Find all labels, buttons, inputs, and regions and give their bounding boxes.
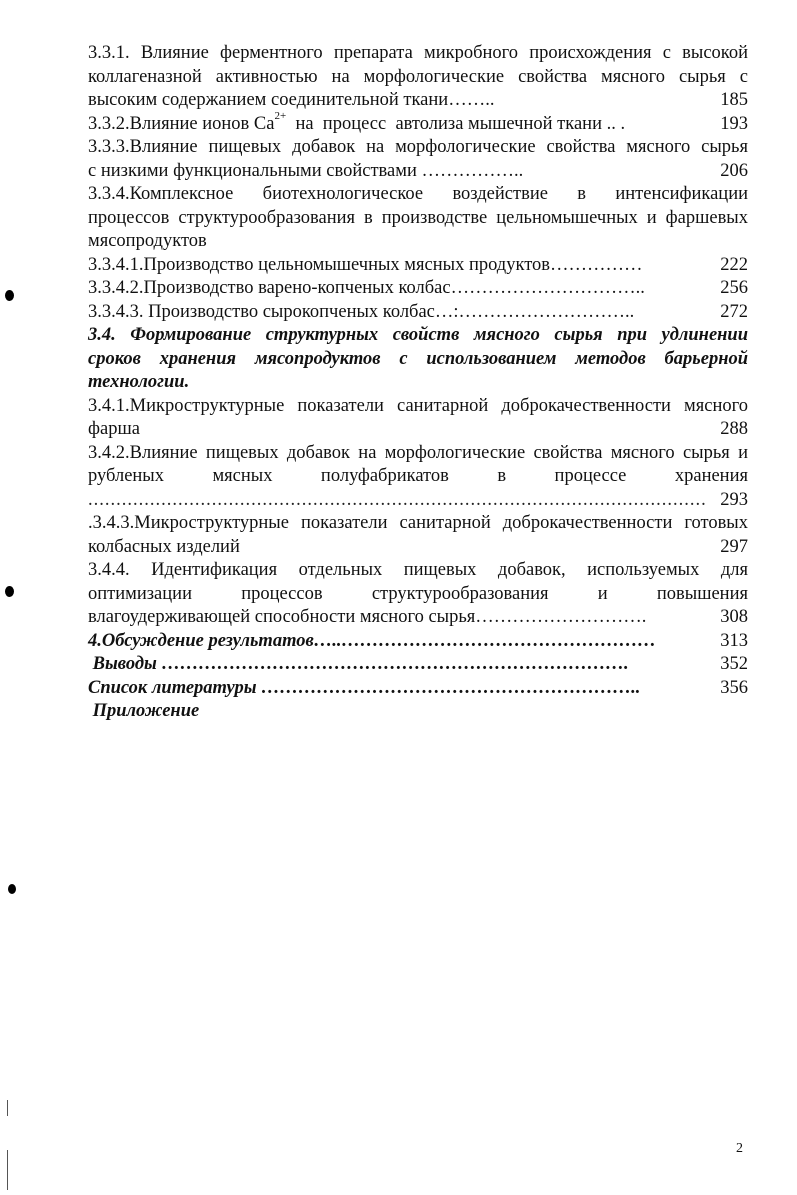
toc-entry-appendix (88, 700, 748, 724)
toc-entry-text: 3.4.4. Идентификация отдельных пищевых добавок, используемых для (88, 560, 748, 580)
toc-heading-text: 3.4. Формирование структурных свойств мясного сырья при удлинении (88, 325, 748, 345)
toc-entry-text: 3.3.4.Комплексное биотехнологическое воздействие в интенсификации (88, 184, 748, 204)
scan-margin-line (7, 1150, 8, 1190)
toc-leader-line (88, 489, 748, 513)
toc-entry-3-4-3 (88, 512, 748, 559)
toc-page-number: 297 (720, 536, 748, 557)
dot-leader (88, 489, 708, 513)
toc-entry-3-3-3 (88, 136, 748, 183)
toc-entry-text: на процесс автолиза мышечной ткани .. . (286, 113, 626, 134)
toc-entry-conclusions (88, 653, 748, 677)
toc-entry-text: 3.3.4.3. Производство сырокопченых колбас…:……………………….. (88, 301, 635, 322)
toc-page-number: 222 (720, 254, 748, 275)
toc-entry-3-3-4-2 (88, 277, 748, 301)
toc-page-number: 313 (720, 630, 748, 651)
toc-entry-text: с низкими функциональными свойствами …………….. (88, 160, 524, 181)
toc-entry-text: 3.3.2.Влияние ионов Ca (88, 113, 275, 134)
toc-entry-references (88, 677, 748, 701)
toc-entry-text: фарша (88, 419, 140, 439)
toc-page-number: 293 (720, 489, 748, 510)
toc-entry-text: колбасных изделий (88, 536, 240, 557)
toc-entry-text: 3.3.4.1.Производство цельномышечных мясных продуктов…………… (88, 254, 643, 275)
toc-entry-text: коллагеназной активностью на морфологические свойства мясного сырья с (88, 66, 748, 87)
punch-hole-mark (5, 290, 14, 301)
toc-entry-text: высоким содержанием соединительной ткани…….. (88, 90, 495, 110)
scan-margin-line (7, 1100, 8, 1116)
punch-hole-mark (8, 884, 16, 894)
superscript-charge: 2+ (274, 110, 287, 123)
toc-section-heading-3-4 (88, 324, 748, 395)
toc-entry-text: 3.3.3.Влияние пищевых добавок на морфологические свойства мясного сырья (88, 137, 748, 157)
toc-entry-text: Приложение (88, 701, 200, 721)
toc-entry-text: рубленых мясных полуфабрикатов в процессе хранения (88, 466, 748, 486)
toc-heading-text: сроков хранения мясопродуктов с использованием методов барьерной (88, 348, 748, 369)
toc-entry-3-3-1 (88, 42, 748, 113)
toc-page-number: 193 (720, 113, 748, 134)
toc-entry-text: Выводы …………………………………………………………………. (88, 654, 629, 674)
toc-entry-3-3-4-3 (88, 301, 748, 325)
toc-entry-text: мясопродуктов (88, 231, 207, 251)
toc-entry-3-4-1 (88, 395, 748, 442)
page-number: 2 (736, 1141, 743, 1156)
toc-page-number: 288 (720, 419, 748, 439)
toc-entry-text: Список литературы …………………………………………………….. (88, 677, 641, 698)
toc-entry-text: 3.4.1.Микроструктурные показатели санитарной доброкачественности мясного (88, 395, 748, 416)
toc-entry-4 (88, 630, 748, 654)
toc-page-number: 356 (720, 677, 748, 698)
toc-page-number: 256 (720, 278, 748, 298)
toc-entry-text: 3.3.4.2.Производство варено-копченых колбас………………………….. (88, 278, 645, 298)
toc-page-number: 206 (720, 160, 748, 181)
toc-entry-3-4-4 (88, 559, 748, 630)
toc-entry-text: 3.4.2.Влияние пищевых добавок на морфологические свойства мясного сырья и (88, 442, 748, 463)
toc-entry-text: влагоудерживающей способности мясного сырья………………………. (88, 607, 647, 627)
toc-page-number: 308 (720, 607, 748, 627)
toc-entry-3-3-4-1 (88, 254, 748, 278)
toc-entry-text: оптимизации процессов структурообразования и повышения (88, 583, 748, 604)
toc-entry-text: 3.3.1. Влияние ферментного препарата микробного происхождения с высокой (88, 43, 748, 63)
toc-page-number: 185 (720, 90, 748, 110)
toc-entry-text: процессов структурообразования в производстве цельномышечных и фаршевых (88, 207, 748, 228)
toc-heading-text: технологии. (88, 372, 190, 392)
toc-entry-text: 4.Обсуждение результатов…..…………………………………………… (88, 630, 656, 651)
toc-entry-text: .3.4.3.Микроструктурные показатели санитарной доброкачественности готовых (88, 513, 748, 533)
toc-page-number: 272 (720, 301, 748, 322)
punch-hole-mark (5, 586, 14, 597)
toc-entry-3-3-4 (88, 183, 748, 254)
table-of-contents (88, 42, 748, 724)
toc-page-number: 352 (720, 654, 748, 674)
toc-entry-3-3-2 (88, 110, 748, 137)
toc-entry-3-4-2 (88, 442, 748, 513)
